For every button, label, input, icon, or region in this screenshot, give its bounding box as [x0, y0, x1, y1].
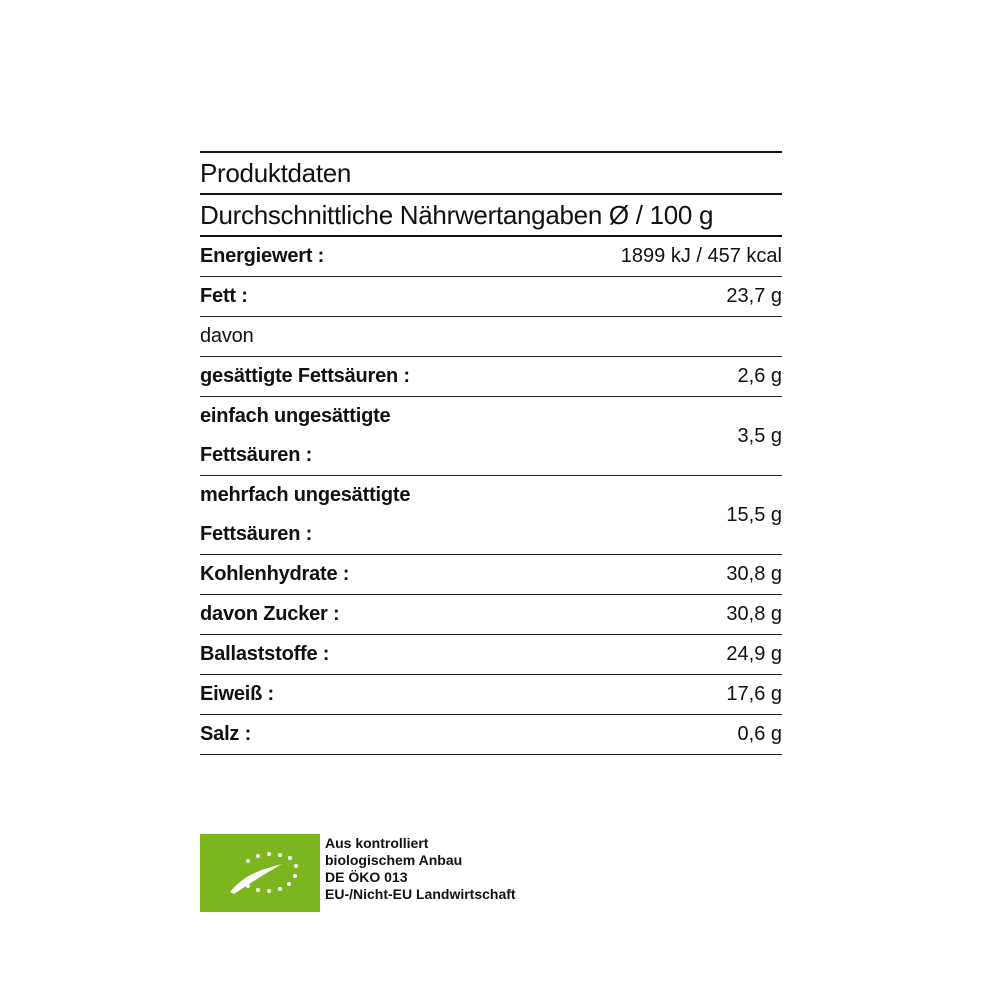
- row-label: Ballaststoffe :: [200, 643, 330, 665]
- row-label-line1: einfach ungesättigte: [200, 405, 391, 427]
- row-label: [200, 476, 410, 554]
- row-protein: [200, 675, 782, 715]
- organic-text: [325, 835, 516, 903]
- row-label: davon Zucker :: [200, 603, 340, 625]
- eu-organic-leaf-graphic: [200, 834, 320, 912]
- row-label: Fett :: [200, 285, 248, 307]
- row-value: 17,6 g: [726, 683, 782, 705]
- table-subtitle: Durchschnittliche Nährwertangaben Ø / 100 g: [200, 195, 782, 237]
- row-value: 24,9 g: [726, 643, 782, 665]
- organic-code: DE ÖKO 013: [325, 869, 408, 885]
- row-label-line1: mehrfach ungesättigte: [200, 484, 411, 506]
- row-value: 1899 kJ / 457 kcal: [620, 245, 782, 267]
- organic-line: biologischem Anbau: [325, 852, 463, 868]
- eu-organic-leaf-icon: [200, 834, 320, 912]
- organic-certification: [200, 834, 516, 912]
- nutrition-table: [200, 151, 782, 755]
- row-monounsaturated-fat: [200, 397, 782, 476]
- row-label: davon: [200, 325, 254, 347]
- row-fat: [200, 277, 782, 317]
- organic-line: Aus kontrolliert: [325, 835, 429, 851]
- row-value: 30,8 g: [726, 603, 782, 625]
- row-value: 0,6 g: [737, 723, 782, 745]
- row-saturated-fat: [200, 357, 782, 397]
- row-value: 23,7 g: [726, 285, 782, 307]
- row-label: gesättigte Fettsäuren :: [200, 365, 410, 387]
- row-polyunsaturated-fat: [200, 476, 782, 555]
- table-title: Produktdaten: [200, 153, 782, 195]
- row-fiber: [200, 635, 782, 675]
- row-value: 15,5 g: [726, 503, 782, 526]
- row-label: Eiweiß :: [200, 683, 274, 705]
- row-label: Salz :: [200, 723, 252, 745]
- row-value: 3,5 g: [737, 424, 782, 447]
- row-value: 2,6 g: [737, 365, 782, 387]
- row-label-line2: Fettsäuren :: [200, 444, 313, 466]
- row-carbohydrates: [200, 555, 782, 595]
- row-value: 30,8 g: [726, 563, 782, 585]
- row-label: [200, 397, 390, 475]
- row-label-line2: Fettsäuren :: [200, 523, 313, 545]
- row-davon: [200, 317, 782, 357]
- row-energy: [200, 237, 782, 277]
- row-label: Energiewert :: [200, 245, 325, 267]
- row-label: Kohlenhydrate :: [200, 563, 350, 585]
- organic-line: EU-/Nicht-EU Landwirtschaft: [325, 886, 516, 902]
- row-sugar: [200, 595, 782, 635]
- row-salt: [200, 715, 782, 755]
